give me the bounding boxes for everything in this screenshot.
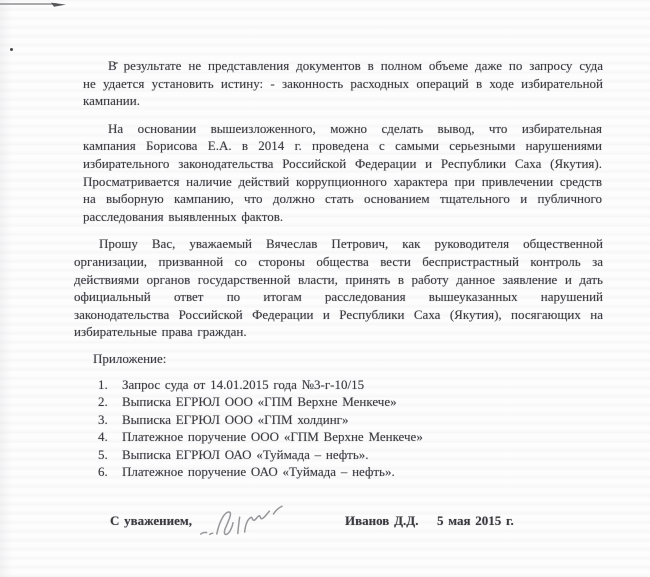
letter-body [74,57,604,540]
handwritten-signature [195,500,293,545]
text-line: расследования выявленных фактов. [83,208,284,224]
attachments-heading: Приложение: [93,350,167,366]
list-item [98,376,604,394]
text-line: Прошу Вас, уважаемый Вячеслав Петрович, как руководителя общественной [99,236,603,252]
closing-block [74,510,604,540]
list-item [98,393,604,411]
attachments-list [98,376,604,482]
scan-artifact-arrow-line [0,0,72,10]
list-item-text: Выписка ЕГРЮЛ ООО «ГПМ холдинг» [122,411,349,427]
closing-salutation: С уважением, [110,513,193,529]
closing-date: 5 мая 2015 г. [437,513,514,529]
list-item-text: Запрос суда от 14.01.2015 года №3-г-10/15 [122,376,365,392]
list-item-number: 4. [98,429,108,445]
paragraph-request-to-recipient [74,235,603,341]
text-line: кампании. [83,93,140,109]
closing-name: Иванов Д.Д. [345,513,419,529]
text-line: избирательные права граждан. [74,324,247,340]
list-item [98,446,604,464]
text-line: не удается установить истину: - законность расходных операций в ходе избирательной [83,75,603,91]
text-line: избирательного законодательства Российской Федерации и Республики Саха (Якутия). [83,155,602,171]
list-item [98,428,604,446]
list-item [98,463,604,481]
list-item-text: Выписка ЕГРЮЛ ОАО «Туймада – нефть». [122,446,369,462]
paragraph-result-of-non-submission [83,57,603,110]
scan-artifact-dot [10,48,13,51]
list-item-number: 2. [98,394,108,410]
list-item-number: 5. [98,446,108,462]
list-item-number: 3. [98,411,108,427]
text-line: В результате не представления документов в полном объеме даже по запросу суда [108,58,603,73]
list-item-number: 1. [98,376,108,392]
text-line: действиями органов государственной власти, принять в работу данное заявление и дать [74,271,603,287]
text-line: официальный ответ по итогам расследования вышеуказанных нарушений [74,289,603,305]
text-line: Просматривается наличие действий коррупционного характера при привлечении средств [83,173,602,189]
list-item [98,411,604,429]
list-item-number: 6. [98,464,108,480]
list-item-text: Платежное поручение ОАО «Туймада – нефть». [122,464,395,480]
list-item-text: Платежное поручение ООО «ГПМ Верхне Менкече» [122,429,423,445]
text-line: законодательства Российской Федерации и Республики Саха (Якутия), посягающих на [74,306,603,322]
text-line: кампания Борисова Е.А. в 2014 г. проведена с самыми серьезными нарушениями [83,138,602,154]
paragraph-conclusion-violations [83,120,602,226]
list-item-text: Выписка ЕГРЮЛ ООО «ГПМ Верхне Менкече» [122,394,397,410]
text-line: на выборную кампанию, что должно стать основанием тщательного и публичного [83,191,602,207]
text-line: На основании вышеизложенного, можно сделать вывод, что избирательная [108,120,602,136]
text-line: организации, призванной со стороны общества вести беспристрастный контроль за [74,253,603,269]
